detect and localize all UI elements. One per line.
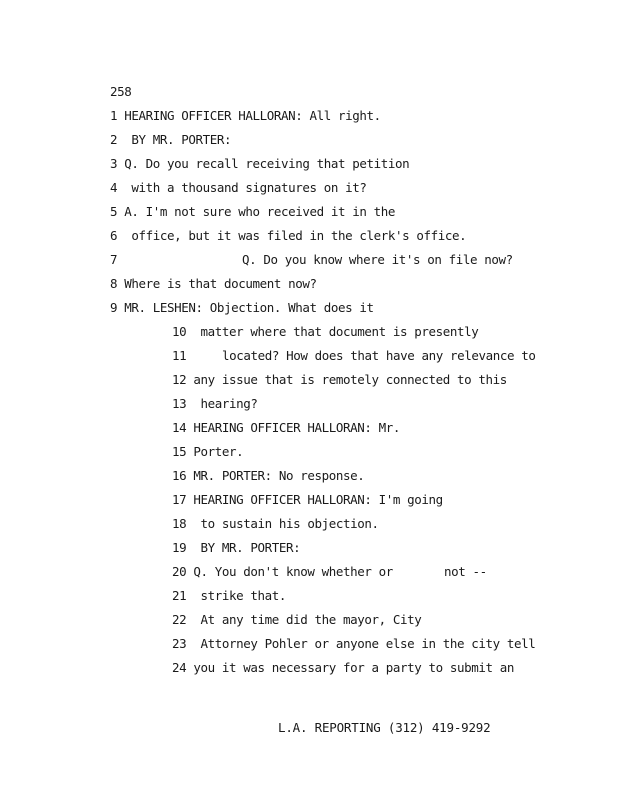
transcript-line: 14 HEARING OFFICER HALLORAN: Mr. bbox=[172, 420, 401, 435]
transcript-line: 1 HEARING OFFICER HALLORAN: All right. bbox=[110, 108, 381, 123]
transcript-line: 19 BY MR. PORTER: bbox=[172, 540, 301, 555]
transcript-line: 9 MR. LESHEN: Objection. What does it bbox=[110, 300, 374, 315]
transcript-line: 17 HEARING OFFICER HALLORAN: I'm going bbox=[172, 492, 443, 507]
transcript-line: 12 any issue that is remotely connected to this bbox=[172, 372, 507, 387]
transcript-line: 6 office, but it was filed in the clerk's office. bbox=[110, 228, 467, 243]
transcript-line: located? How does that have any relevance to bbox=[222, 348, 536, 363]
page-number: 258 bbox=[110, 84, 132, 99]
transcript-line: 20 Q. You don't know whether or bbox=[172, 564, 393, 579]
transcript-line: 8 Where is that document now? bbox=[110, 276, 317, 291]
transcript-line: 16 MR. PORTER: No response. bbox=[172, 468, 365, 483]
transcript-line: 2 BY MR. PORTER: bbox=[110, 132, 232, 147]
reporter-footer: L.A. REPORTING (312) 419-9292 bbox=[278, 720, 491, 735]
transcript-line: 13 hearing? bbox=[172, 396, 258, 411]
transcript-line: Q. Do you know where it's on file now? bbox=[242, 252, 513, 267]
transcript-line: 3 Q. Do you recall receiving that petition bbox=[110, 156, 410, 171]
transcript-line: 5 A. I'm not sure who received it in the bbox=[110, 204, 396, 219]
transcript-line: not -- bbox=[444, 564, 487, 579]
line-number: 7 bbox=[110, 252, 118, 267]
transcript-line: 24 you it was necessary for a party to submit an bbox=[172, 660, 515, 675]
transcript-line: 22 At any time did the mayor, City bbox=[172, 612, 422, 627]
transcript-line: 10 matter where that document is presently bbox=[172, 324, 479, 339]
transcript-line: 15 Porter. bbox=[172, 444, 244, 459]
transcript-line: 4 with a thousand signatures on it? bbox=[110, 180, 367, 195]
transcript-line: 23 Attorney Pohler or anyone else in the city tell bbox=[172, 636, 536, 651]
transcript-line: 21 strike that. bbox=[172, 588, 287, 603]
line-number: 11 bbox=[172, 348, 187, 363]
transcript-line: 18 to sustain his objection. bbox=[172, 516, 379, 531]
